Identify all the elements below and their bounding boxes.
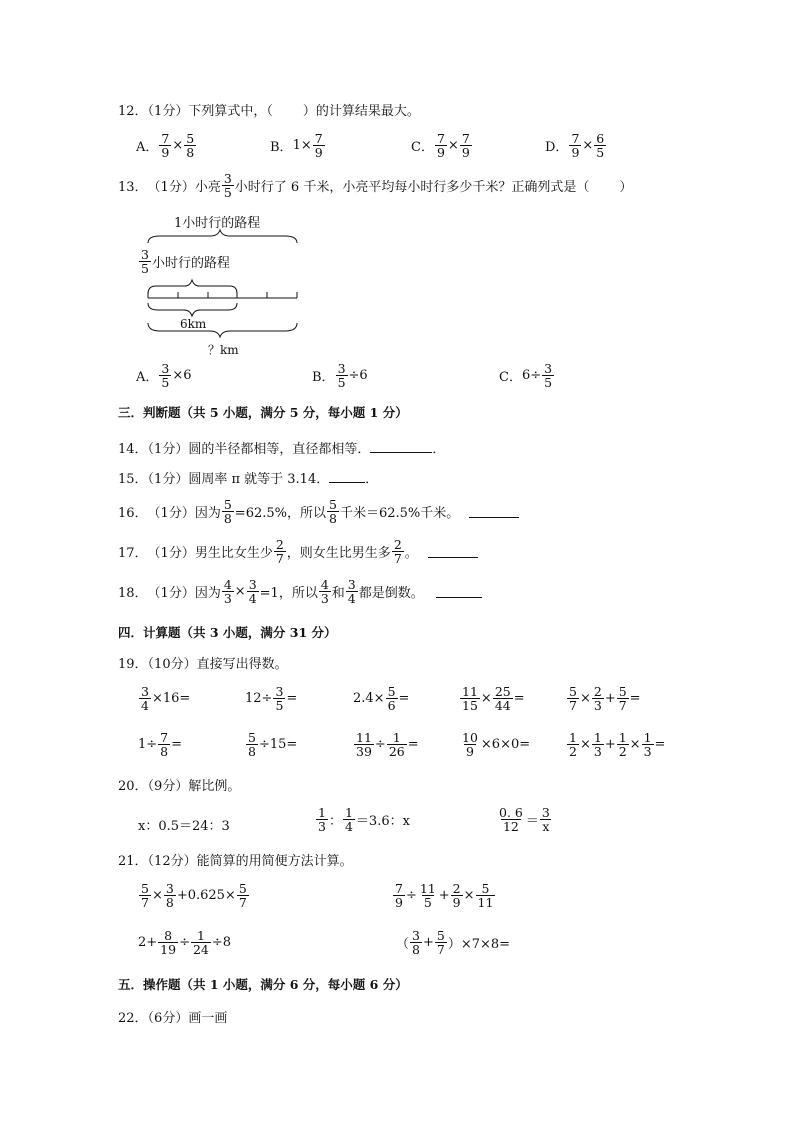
q21-item-2: $\frac{7}{9}$ ÷ $\frac{11}{5}$ + $\frac{2}{9}$ × $\frac{5}{11}$ xyxy=(395,881,494,910)
q13-option-a[interactable]: A． $\frac{3}{5}$ ×6 xyxy=(136,361,192,390)
q19-item-5: $\frac{5}{7}$ × $\frac{2}{3}$ + $\frac{5}{7}$ = xyxy=(569,684,641,713)
q12-option-c[interactable]: C． $\frac{7}{9}$ × $\frac{7}{9}$ xyxy=(411,131,470,160)
diagram-top-label: 1小时行的路程 xyxy=(174,216,261,231)
q20-eq-3: 0. 6 12 ＝ 3 x xyxy=(499,805,550,834)
q12-stem: 12．（1分）下列算式中，（ ）的计算结果最大。 xyxy=(118,104,420,119)
q20-eq-2: 1 3 ： 1 4 ＝3.6：x xyxy=(318,805,410,834)
q19-item-1: $\frac{3}{4}$ ×16= xyxy=(141,684,191,713)
q18-answer-blank[interactable] xyxy=(436,585,482,598)
q14-answer-blank[interactable] xyxy=(370,440,432,453)
q19-item-9: $\frac{10}{9}$ ×6×0= xyxy=(462,730,531,759)
q17-answer-blank[interactable] xyxy=(428,545,478,558)
section-4-heading: 四．计算题（共 3 小题，满分 31 分） xyxy=(118,625,337,640)
q19-stem: 19．（10分）直接写出得数。 xyxy=(118,657,288,672)
q19-item-3: 2.4× $\frac{5}{6}$ = xyxy=(353,684,410,713)
diagram-6km: 6km xyxy=(180,317,207,331)
q15: 15．（1分）圆周率 π 就等于 3.14． ． xyxy=(118,472,379,487)
q20-eq-1: x：0.5＝24：3 xyxy=(138,819,230,834)
q13-option-c[interactable]: C． 6÷ $\frac{3}{5}$ xyxy=(499,361,553,390)
q18: 18． （1分） 因为 $\frac{4}{3}$ × $\frac{3}{4}$ =1，所以 4 3 和 3 4 都是倒数。 xyxy=(118,578,482,605)
q19-item-10: $\frac{1}{2}$ × $\frac{1}{3}$ + $\frac{1}{2}$ × $\frac{1}{3}$ = xyxy=(569,730,666,759)
q22-stem: 22．（6分）画一画 xyxy=(118,1011,228,1026)
q19-item-6: 1÷ $\frac{7}{8}$ = xyxy=(138,730,183,759)
q17: 17． （1分） 男生比女生少 2 7 ，则女生比男生多 2 7 。 xyxy=(118,538,478,565)
section-5-heading: 五．操作题（共 1 小题，满分 6 分，每小题 6 分） xyxy=(118,977,408,992)
q19-item-4: $\frac{11}{15}$ × $\frac{25}{44}$ = xyxy=(462,684,525,713)
q12-option-a[interactable]: A． $\frac{7}{9}$ × $\frac{5}{8}$ xyxy=(136,131,195,160)
q13-option-b[interactable]: B． $\frac{3}{5}$ ÷6 xyxy=(312,361,368,390)
section-3-heading: 三．判断题（共 5 小题，满分 5 分，每小题 1 分） xyxy=(118,405,408,420)
q21-item-3: 2+ $\frac{8}{19}$ ÷ $\frac{1}{24}$ ÷8 xyxy=(138,928,232,957)
q13-stem: 13． （1分） 小亮 3 5 小时行了 6 千米，小亮平均每小时行多少千米？正确列式是（ ） xyxy=(118,171,633,200)
q21-item-4: （ 3 8 + $\frac{5}{7}$ ）×7×8= xyxy=(396,928,511,957)
q14: 14．（1分）圆的半径都相等，直径都相等． ． xyxy=(118,442,446,457)
diagram-unknown-km: ？km xyxy=(208,343,239,357)
q15-answer-blank[interactable] xyxy=(329,470,365,483)
q21-stem: 21．（12分）能简算的用简便方法计算。 xyxy=(118,854,353,869)
q12-option-d[interactable]: D． $\frac{7}{9}$ × $\frac{6}{5}$ xyxy=(545,131,605,160)
q12-option-b[interactable]: B． 1× $\frac{7}{9}$ xyxy=(270,131,323,160)
q20-stem: 20．（9分）解比例。 xyxy=(118,779,241,794)
q19-item-8: $\frac{11}{39}$ ÷ $\frac{1}{26}$ = xyxy=(356,730,419,759)
q19-item-2: 12÷ $\frac{3}{5}$ = xyxy=(245,684,298,713)
q21-item-1: $\frac{5}{7}$ × $\frac{3}{8}$ +0.625× $\frac{5}{7}$ xyxy=(141,881,247,910)
q16: 16． （1分） 因为 $\frac{5}{8}$ =62.5%，所以 5 8 千米＝62.5%千米。 xyxy=(118,498,519,525)
q19-item-7: $\frac{5}{8}$ ÷15= xyxy=(248,730,298,759)
diagram-mid-label: 3 5 小时行的路程 xyxy=(141,247,230,276)
q16-answer-blank[interactable] xyxy=(469,505,519,518)
